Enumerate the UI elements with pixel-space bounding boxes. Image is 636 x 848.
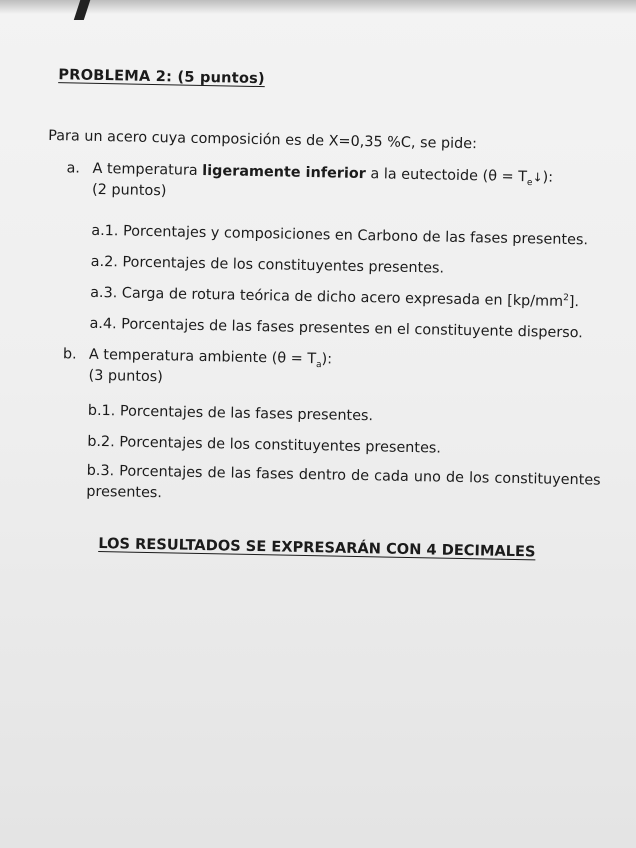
part-b-subscript: a [315, 360, 322, 371]
page-top-shadow [0, 0, 636, 14]
part-a-subscript: e [526, 178, 533, 189]
item-a3 [90, 283, 590, 313]
part-a-text-before: A temperatura [92, 160, 203, 179]
part-a-marker: a. [66, 160, 81, 177]
part-b-points: (3 puntos) [88, 367, 163, 386]
part-a-points: (2 puntos) [91, 181, 167, 200]
item-a3-sup: 2 [563, 293, 570, 304]
part-a [66, 158, 587, 210]
part-b-text-before: A temperatura ambiente (θ = T [88, 346, 317, 368]
item-a2: a.2. Porcentajes de los constituyentes presentes. [90, 253, 445, 277]
part-b-body [88, 345, 583, 396]
part-a-body [92, 159, 587, 210]
item-b2: b.2. Porcentajes de los constituyentes presentes. [87, 433, 442, 457]
part-b-marker: b. [62, 346, 77, 363]
part-b [62, 344, 583, 396]
item-a3-end: ]. [568, 294, 580, 311]
item-a3-text: a.3. Carga de rotura teórica de dicho acero expresada en [kp/mm [90, 284, 564, 310]
problem-heading: PROBLEMA 2: (5 puntos) [58, 66, 266, 88]
problem-intro: Para un acero cuya composición es de X=0,35 %C, se pide: [48, 127, 478, 153]
item-a4: a.4. Porcentajes de las fases presentes en el constituyente disperso. [89, 315, 583, 342]
item-a1: a.1. Porcentajes y composiciones en Carbono de las fases presentes. [91, 222, 589, 249]
part-a-text-after: a la eutectoide (θ = T [365, 166, 528, 186]
closing-note: LOS RESULTADOS SE EXPRESARÁN CON 4 DECIMALES [98, 535, 536, 561]
item-b3: b.3. Porcentajes de las fases dentro de cada uno de los constituyentes presentes. [86, 462, 601, 502]
part-b-text-end: ): [321, 351, 333, 368]
down-arrow-icon: ↓ [532, 170, 543, 185]
part-a-text-bold: ligeramente inferior [202, 162, 366, 183]
item-b1: b.1. Porcentajes de las fases presentes. [87, 402, 374, 425]
part-a-text-end: ): [542, 169, 554, 186]
